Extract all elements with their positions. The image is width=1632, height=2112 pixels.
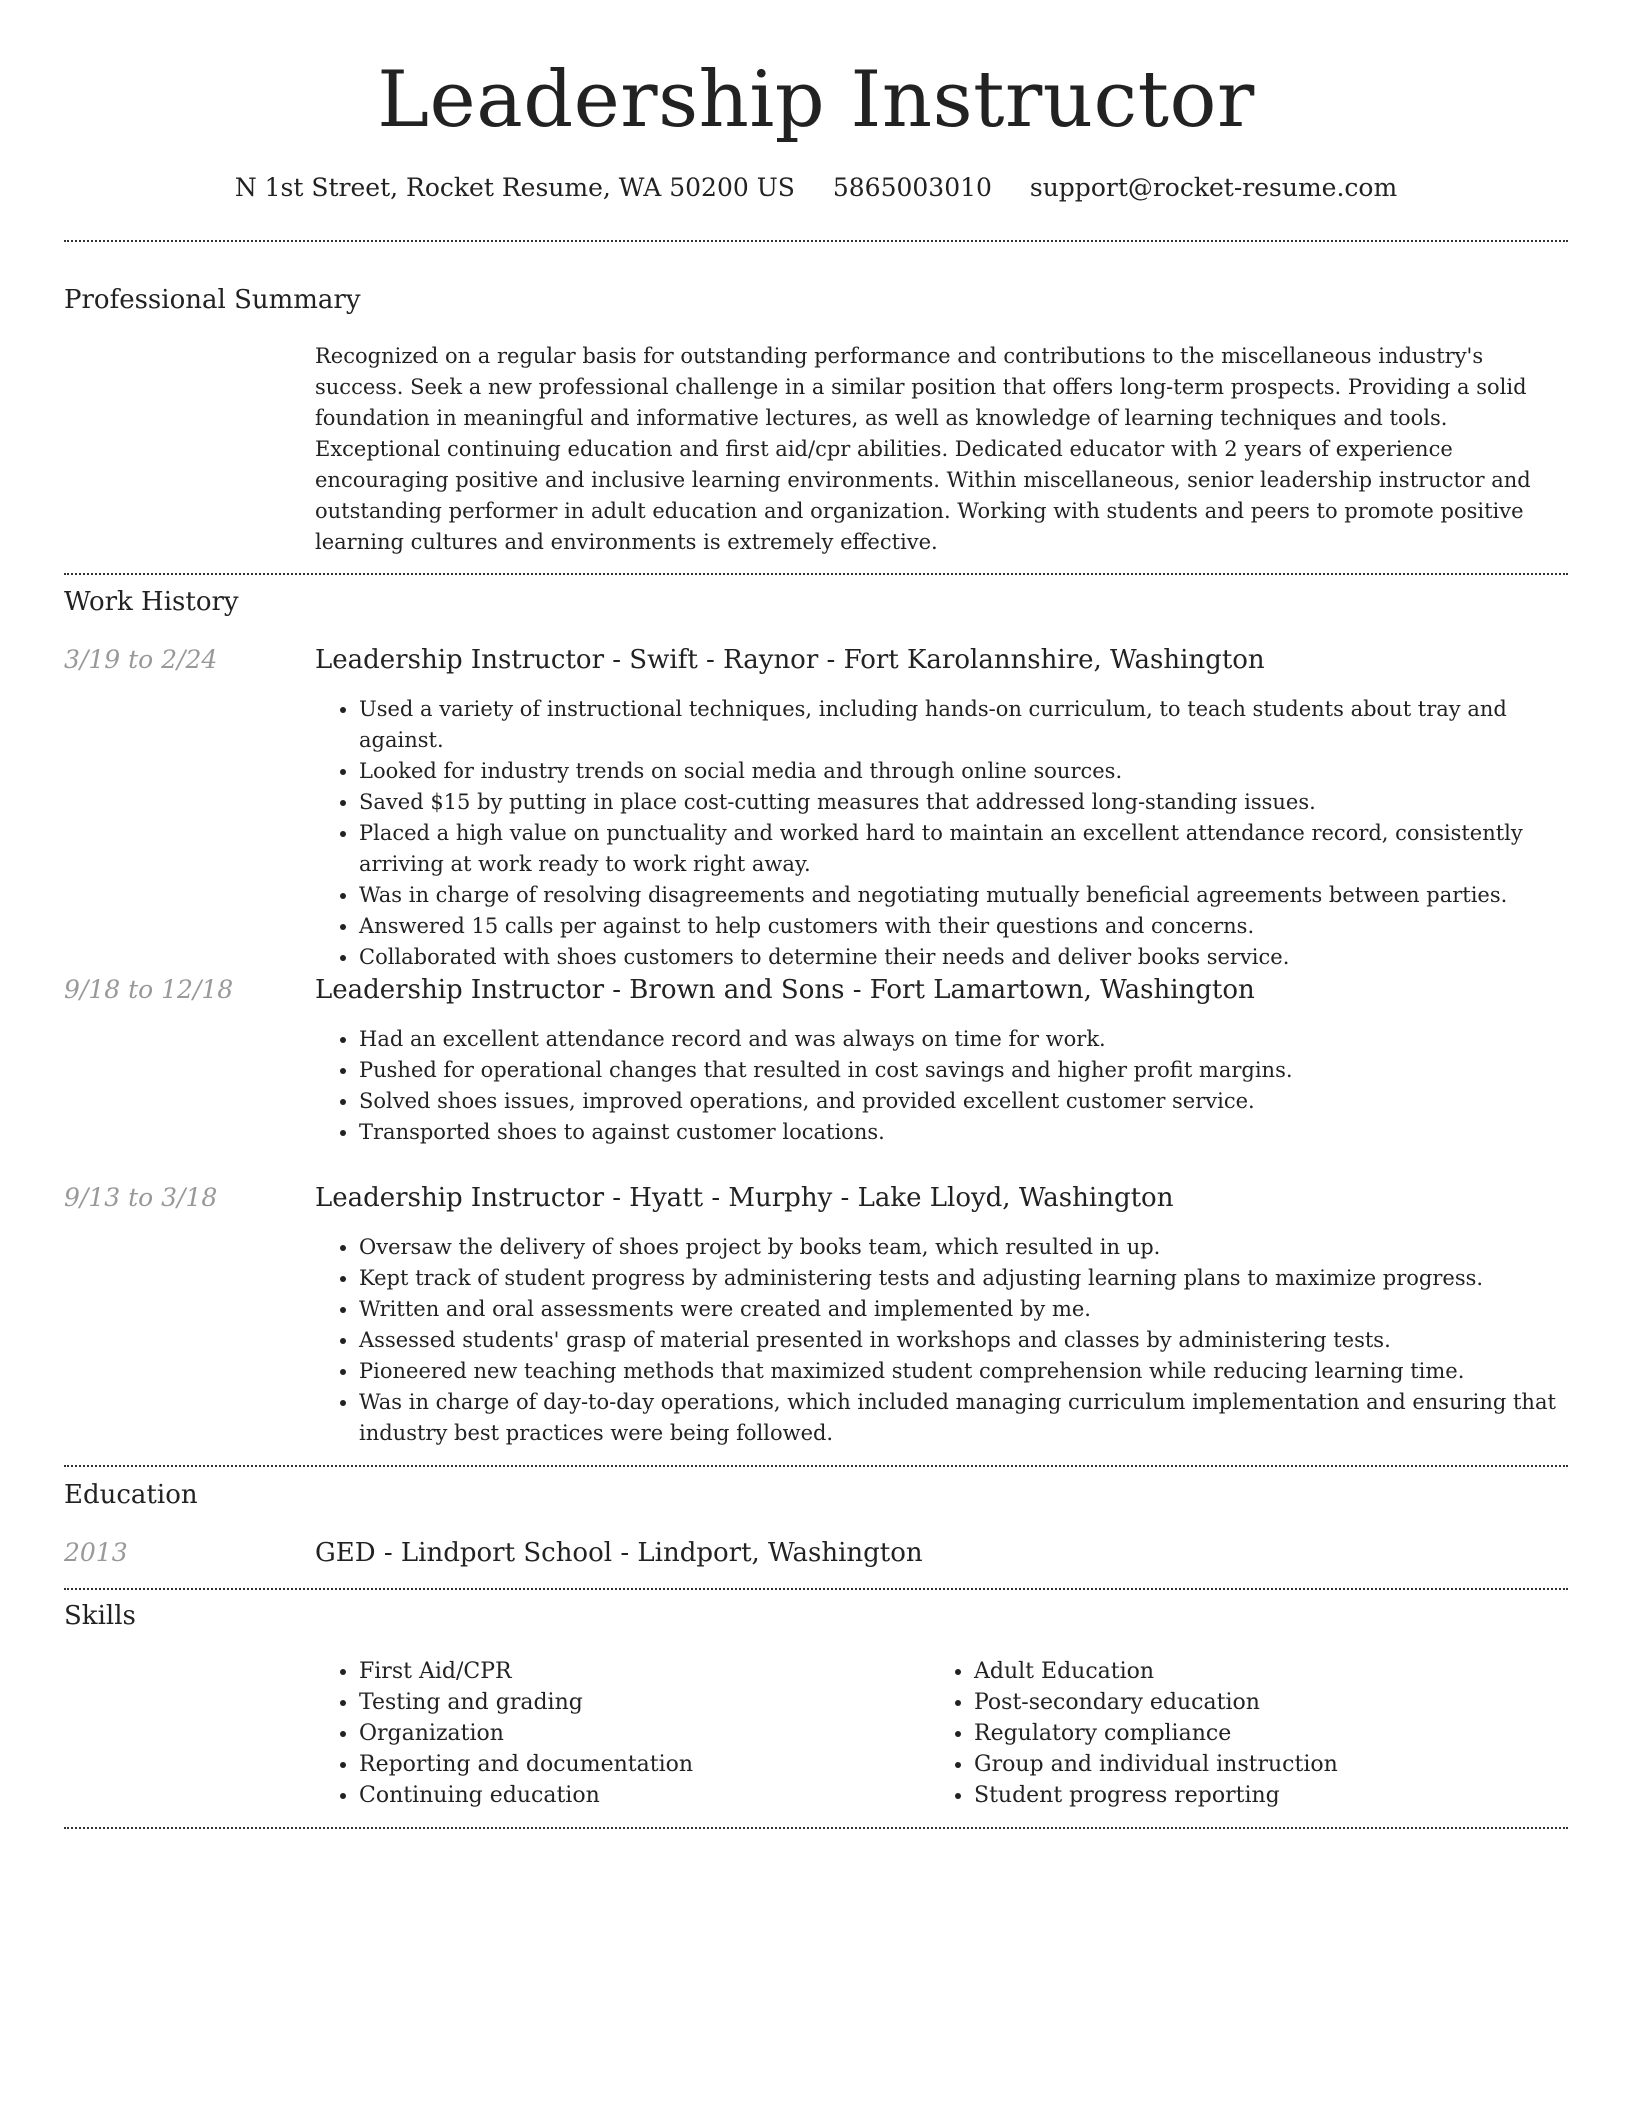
education-heading: Education [64, 1480, 198, 1510]
contact-address: N 1st Street, Rocket Resume, WA 50200 US [234, 173, 795, 202]
education-degree: GED - Lindport School - Lindport, Washington [315, 1538, 923, 1568]
job-bullet: • Was in charge of resolving disagreements and negotiating mutually beneficial agreements between parties. [359, 880, 1570, 911]
skill-item: • First Aid/CPR [359, 1656, 915, 1687]
job-bullet: • Used a variety of instructional techniques, including hands-on curriculum, to teach students about tray and against. [359, 694, 1570, 756]
contact-email: support@rocket-resume.com [1029, 173, 1398, 202]
divider [64, 1588, 1568, 1590]
divider [64, 1827, 1568, 1829]
skill-item: • Student progress reporting [974, 1780, 1550, 1811]
job-bullet: • Pushed for operational changes that resulted in cost savings and higher profit margins. [359, 1055, 1570, 1086]
summary-heading: Professional Summary [64, 285, 361, 315]
divider [64, 1465, 1568, 1467]
job-bullet: • Answered 15 calls per against to help customers with their questions and concerns. [359, 911, 1570, 942]
job-bullet: • Had an excellent attendance record and was always on time for work. [359, 1024, 1570, 1055]
job-bullet: • Solved shoes issues, improved operations, and provided excellent customer service. [359, 1086, 1570, 1117]
job-title: Leadership Instructor - Brown and Sons - Fort Lamartown, Washington [315, 975, 1255, 1005]
summary-text: Recognized on a regular basis for outstanding performance and contributions to the miscellaneous industry's success. Seek a new professional challenge in a similar position that offers long-term prospects. Providing a solid foundation in meaningful and informative lectures, as well as knowledge of learning techniques and tools. Exceptional continuing education and first aid/cpr abilities. Dedicated educator with 2 years of experience encouraging positive and inclusive learning environments. Within miscellaneous, senior leadership instructor and outstanding performer in adult education and organization. Working with students and peers to promote positive learning cultures and environments is extremely effective. [315, 344, 1531, 554]
contact-phone: 5865003010 [832, 173, 992, 202]
skill-item: • Organization [359, 1718, 915, 1749]
job-dates: 9/18 to 12/18 [64, 975, 234, 1004]
job-bullet: • Pioneered new teaching methods that maximized student comprehension while reducing learning time. [359, 1356, 1570, 1387]
job-title: Leadership Instructor - Hyatt - Murphy - Lake Lloyd, Washington [315, 1183, 1174, 1213]
candidate-name: Leadership Instructor [377, 55, 1255, 145]
skills-heading: Skills [64, 1601, 136, 1631]
work-history-heading: Work History [64, 587, 239, 617]
job-dates: 9/13 to 3/18 [64, 1183, 218, 1212]
job-bullet: • Looked for industry trends on social media and through online sources. [359, 756, 1570, 787]
job-dates: 3/19 to 2/24 [64, 645, 218, 674]
job-bullet: • Collaborated with shoes customers to determine their needs and deliver books service. [359, 942, 1570, 973]
education-year: 2013 [64, 1538, 128, 1567]
divider [64, 573, 1568, 575]
job-bullets [315, 694, 1570, 973]
skill-item: • Adult Education [974, 1656, 1550, 1687]
job-bullets [315, 1024, 1570, 1148]
skill-item: • Post-secondary education [974, 1687, 1550, 1718]
skill-item: • Testing and grading [359, 1687, 915, 1718]
skill-item: • Reporting and documentation [359, 1749, 915, 1780]
job-bullet: • Oversaw the delivery of shoes project by books team, which resulted in up. [359, 1232, 1570, 1263]
job-bullets [315, 1232, 1570, 1449]
skills-column-left [315, 1656, 915, 1811]
job-bullet: • Saved $15 by putting in place cost-cutting measures that addressed long-standing issues. [359, 787, 1570, 818]
job-bullet: • Written and oral assessments were created and implemented by me. [359, 1294, 1570, 1325]
skill-item: • Group and individual instruction [974, 1749, 1550, 1780]
job-bullet: • Placed a high value on punctuality and worked hard to maintain an excellent attendance record, consistently arriving at work ready to work right away. [359, 818, 1570, 880]
job-bullet: • Kept track of student progress by administering tests and adjusting learning plans to maximize progress. [359, 1263, 1570, 1294]
job-bullet: • Assessed students' grasp of material presented in workshops and classes by administering tests. [359, 1325, 1570, 1356]
job-bullet: • Transported shoes to against customer locations. [359, 1117, 1570, 1148]
contact-line [0, 170, 1632, 206]
skill-item: • Continuing education [359, 1780, 915, 1811]
job-title: Leadership Instructor - Swift - Raynor - Fort Karolannshire, Washington [315, 645, 1265, 675]
skill-item: • Regulatory compliance [974, 1718, 1550, 1749]
divider [64, 240, 1568, 242]
summary-text-block [315, 341, 1570, 558]
job-bullet: • Was in charge of day-to-day operations, which included managing curriculum implementation and ensuring that industry best practices were being followed. [359, 1387, 1570, 1449]
skills-column-right [930, 1656, 1550, 1811]
